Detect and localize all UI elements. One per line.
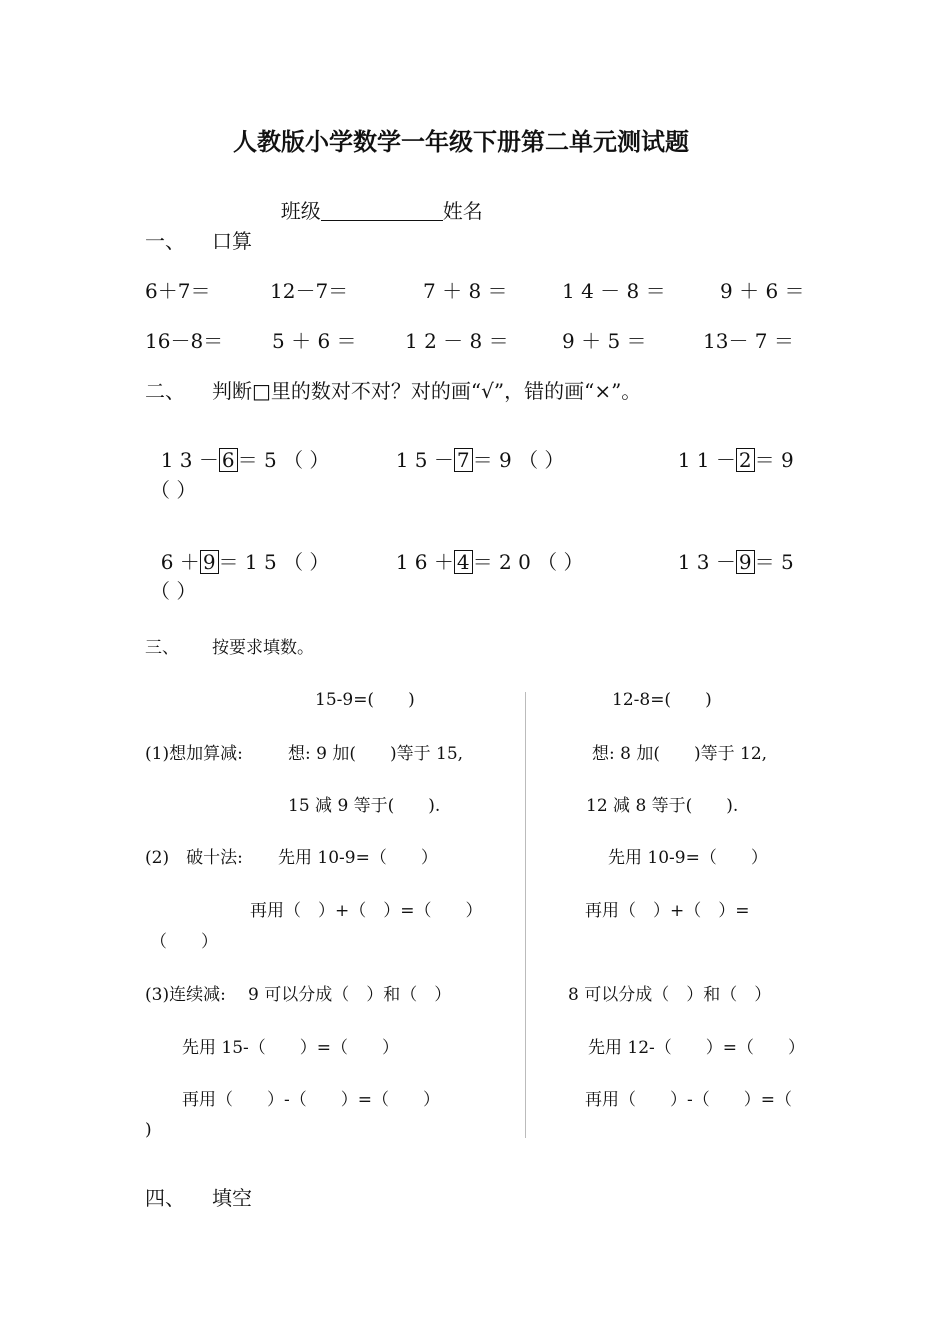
method-2-label: (2) 破十法: (145, 848, 243, 868)
right-method-2-line-a: 先用 10-9=（ ） (608, 848, 768, 868)
section-4-title: 填空 (212, 1186, 252, 1210)
judge-item (665, 428, 794, 472)
method-3-label: (3)连续减: (145, 985, 226, 1005)
answer-box: 4 (454, 550, 473, 574)
left-equation: 15-9=( ) (315, 690, 415, 710)
judge-right: ＝ 1 5 （ ） (218, 550, 330, 574)
judge-right: ＝ 5 （ ） (237, 448, 330, 472)
judge-left: 1 3 － (160, 448, 219, 472)
left-method-3-line-c: 再用（ ）-（ ）=（ ） (182, 1090, 440, 1110)
section-1-number: 一、 (145, 229, 185, 253)
oral-problem: 1 4 － 8 ＝ (562, 279, 666, 303)
judge-item (148, 530, 329, 574)
class-blank (321, 200, 443, 221)
left-method-2-wrap: （ ） (150, 932, 218, 952)
judge-paren: （ ） (150, 579, 197, 603)
oral-problem: 13－ 7 ＝ (703, 329, 794, 353)
right-method-1-line-a: 想: 8 加( )等于 12, (592, 744, 768, 764)
oral-problem: 9 ＋ 5 ＝ (562, 329, 647, 353)
oral-problem: 5 ＋ 6 ＝ (272, 329, 357, 353)
judge-left: 1 3 － (677, 550, 736, 574)
class-name-line (268, 180, 483, 221)
section-1-title: 口算 (212, 229, 252, 253)
right-method-2-line-b: 再用（ ）+（ ）= (585, 901, 750, 921)
left-method-2-line-b: 再用（ ）+（ ）=（ ） (250, 901, 483, 921)
section-4-number: 四、 (145, 1186, 185, 1210)
section-3-number: 三、 (145, 638, 179, 658)
oral-problem: 12－7＝ (270, 279, 349, 303)
judge-item (665, 530, 794, 574)
judge-right: ＝ 2 0 （ ） (472, 550, 584, 574)
class-label: 班级 (280, 199, 321, 223)
judge-paren: （ ） (150, 478, 197, 502)
oral-problem: 6＋7＝ (145, 279, 211, 303)
left-method-1-line-a: 想: 9 加( )等于 15, (288, 744, 464, 764)
right-equation: 12-8=( ) (612, 690, 712, 710)
left-method-3-line-b: 先用 15-（ ）=（ ） (182, 1038, 400, 1058)
test-title: 人教版小学数学一年级下册第二单元测试题 (233, 127, 689, 156)
answer-box: 2 (736, 448, 755, 472)
left-method-2-line-a: 先用 10-9=（ ） (278, 848, 438, 868)
oral-problem: 16－8＝ (145, 329, 224, 353)
right-method-3-line-a: 8 可以分成（ ）和（ ） (568, 985, 772, 1005)
judge-left: 6 ＋ (160, 550, 200, 574)
section-2-title: 判断□里的数对不对？对的画“√”，错的画“×”。 (212, 379, 642, 403)
name-label: 姓名 (442, 199, 483, 223)
answer-box: 9 (736, 550, 755, 574)
oral-problem: 9 ＋ 6 ＝ (720, 279, 805, 303)
right-method-3-line-c: 再用（ ）-（ ）=（ (585, 1090, 792, 1110)
answer-box: 6 (219, 448, 238, 472)
judge-item (148, 428, 329, 472)
right-method-1-line-b: 12 减 8 等于( ). (586, 796, 739, 816)
judge-left: 1 5 － (395, 448, 454, 472)
judge-left: 1 1 － (677, 448, 736, 472)
judge-left: 1 6 ＋ (395, 550, 454, 574)
section-3-title: 按要求填数。 (212, 638, 314, 658)
left-method-3-line-a: 9 可以分成（ ）和（ ） (248, 985, 452, 1005)
oral-problem: 1 2 － 8 ＝ (405, 329, 509, 353)
right-method-3-line-b: 先用 12-（ ）=（ ） (588, 1038, 806, 1058)
judge-right: ＝ 5 (754, 550, 794, 574)
section-2-number: 二、 (145, 379, 185, 403)
oral-problem: 7 ＋ 8 ＝ (423, 279, 508, 303)
judge-right: ＝ 9 （ ） (472, 448, 565, 472)
judge-item (383, 428, 564, 472)
answer-box: 7 (454, 448, 473, 472)
judge-right: ＝ 9 (754, 448, 794, 472)
left-method-1-line-b: 15 减 9 等于( ). (288, 796, 441, 816)
answer-box: 9 (200, 550, 219, 574)
method-1-label: (1)想加算减: (145, 744, 243, 764)
column-divider (525, 692, 526, 1138)
left-method-3-wrap: ) (145, 1120, 152, 1140)
judge-item (383, 530, 584, 574)
